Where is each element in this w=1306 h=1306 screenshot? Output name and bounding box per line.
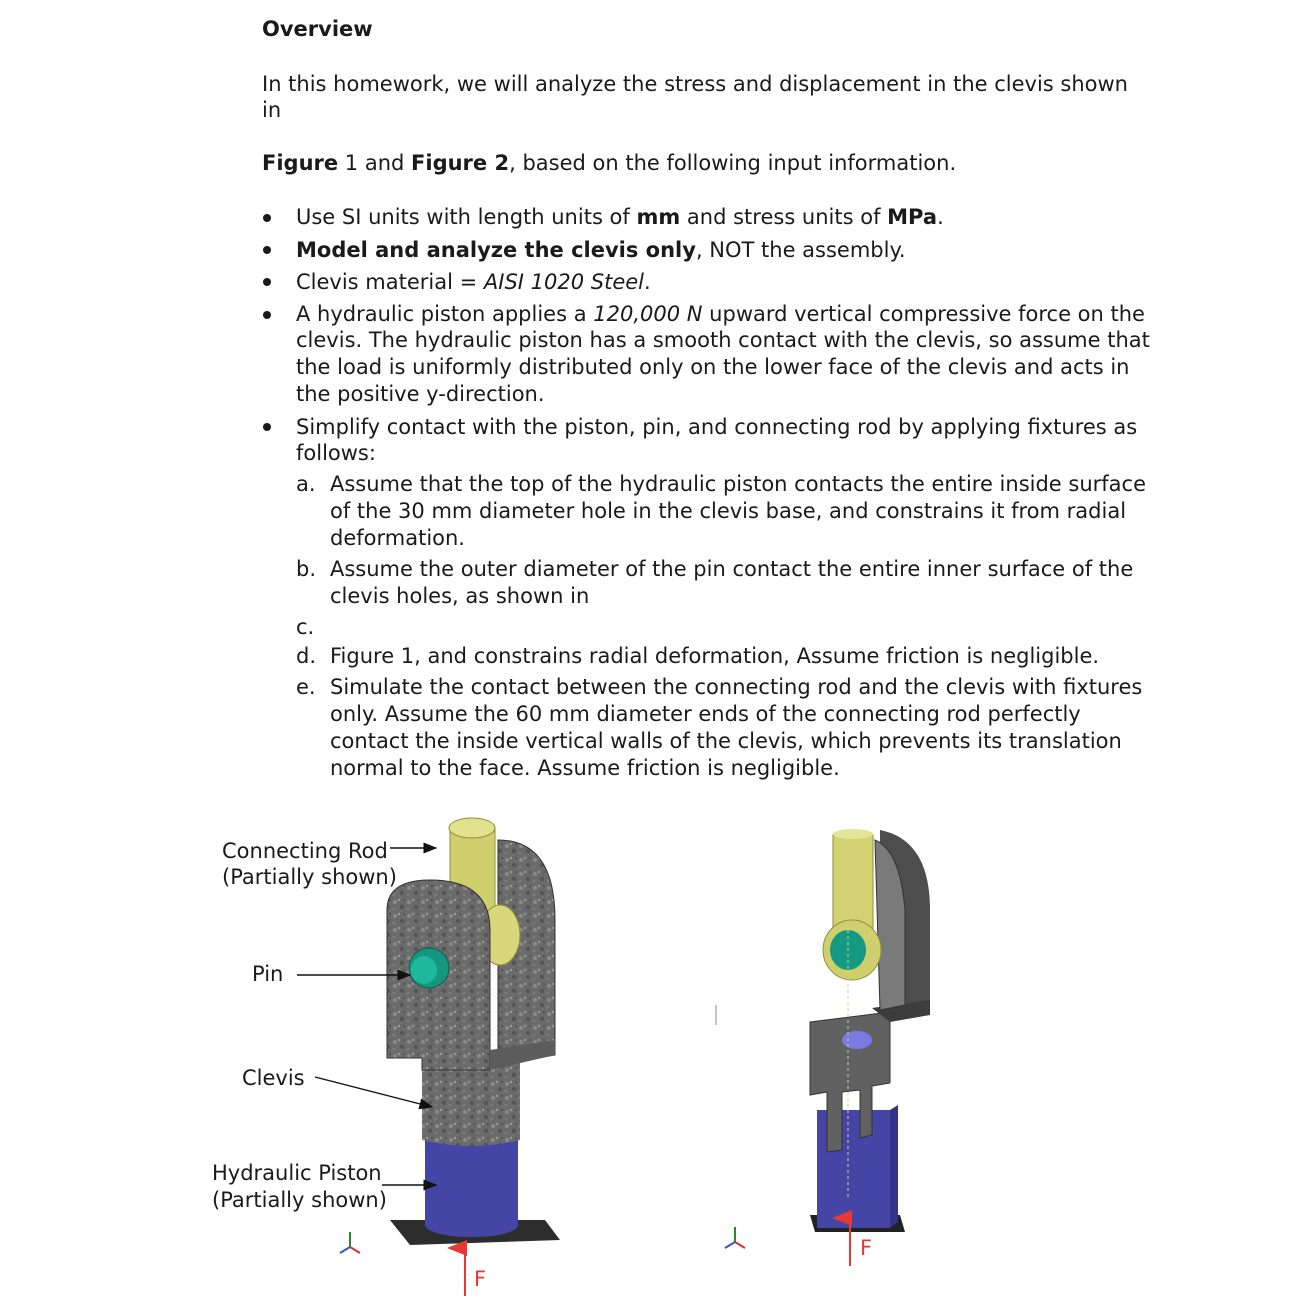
sub-b-line-1: Assume the outer diameter of the pin contact the entire inner surface of the [330, 557, 1134, 581]
sub-e-line-3: contact the inside vertical walls of the clevis, which prevents its translation [330, 729, 1122, 753]
bullet-text: Use SI units with length units of [296, 205, 637, 229]
piston-body-left [425, 1135, 518, 1237]
sub-e-line-1: Simulate the contact between the connecting rod and the clevis with fixtures [330, 675, 1143, 699]
bullet-bold: Model and analyze the clevis only [296, 238, 696, 262]
bullet-force-line-3: the load is uniformly distributed only on the lower face of the clevis and acts in [296, 355, 1130, 379]
label-hydraulic-piston: Hydraulic Piston [212, 1161, 382, 1185]
overview-heading: Overview [262, 17, 373, 41]
label-connecting-rod-sub: (Partially shown) [222, 865, 397, 889]
bullet-material [296, 269, 651, 295]
bullet-dot [263, 214, 271, 222]
label-clevis: Clevis [242, 1066, 305, 1090]
label-force-left: F [474, 1267, 487, 1291]
sub-b-line-2: clevis holes, as shown in [330, 584, 590, 608]
figure-2-ref: Figure 2 [411, 151, 510, 175]
label-pin: Pin [252, 962, 284, 986]
bullet-fixtures-line-1: Simplify contact with the piston, pin, and connecting rod by applying fixtures as [296, 415, 1138, 439]
piston-section-side [890, 1105, 898, 1228]
bullet-model [296, 237, 906, 263]
bullet-force-line-2: clevis. The hydraulic piston has a smooth contact with the clevis, so assume that [296, 328, 1150, 352]
figure-ref-text: 1 and [338, 151, 412, 175]
bullet-text: , NOT the assembly. [695, 238, 906, 262]
sub-a-line-3: deformation. [330, 526, 465, 550]
bullet-italic: AISI 1020 Steel [483, 270, 645, 294]
connecting-rod-top [449, 818, 495, 838]
bullet-dot [263, 423, 271, 431]
axis-triad-right-icon [725, 1227, 745, 1248]
bullet-force-line-1 [296, 301, 1145, 327]
bullet-fixtures-line-2: follows: [296, 441, 376, 465]
clevis-assembly-figure [0, 800, 1306, 1306]
bullet-units [296, 204, 944, 230]
sub-marker-e: e. [296, 675, 316, 699]
axis-triad-left-icon [340, 1232, 360, 1253]
sub-a-line-1: Assume that the top of the hydraulic piston contacts the entire inside surface [330, 472, 1147, 496]
sub-marker-c: c. [296, 615, 315, 639]
bullet-text: Clevis material = [296, 270, 484, 294]
sub-e-line-4: normal to the face. Assume friction is negligible. [330, 756, 840, 780]
figure-reference-line [262, 150, 956, 176]
sub-marker-d: d. [296, 644, 317, 668]
label-connecting-rod: Connecting Rod [222, 839, 388, 863]
bullet-text: . [937, 205, 944, 229]
figure-ref-tail: , based on the following input information. [509, 151, 957, 175]
rod-section-top [833, 829, 873, 839]
bullet-text: . [644, 270, 651, 294]
bullet-bold: MPa [887, 205, 938, 229]
label-force-right: F [860, 1236, 873, 1260]
intro-line-1: In this homework, we will analyze the stress and displacement in the clevis shown [262, 72, 1128, 96]
bullet-text: upward vertical compressive force on the [702, 302, 1145, 326]
sub-a-line-2: of the 30 mm diameter hole in the clevis base, and constrains it from radial [330, 499, 1127, 523]
bullet-text: and stress units of [680, 205, 888, 229]
pin-face [411, 956, 437, 984]
bullet-text: A hydraulic piston applies a [296, 302, 594, 326]
bullet-italic: 120,000 N [593, 302, 703, 326]
bullet-bold: mm [636, 205, 681, 229]
clevis-leader [315, 1077, 432, 1107]
intro-line-2: in [262, 98, 282, 122]
right-view [716, 829, 930, 1266]
bullet-force-line-4: the positive y-direction. [296, 382, 545, 406]
sub-e-line-2: only. Assume the 60 mm diameter ends of the connecting rod perfectly [330, 702, 1081, 726]
figure-1-ref: Figure [262, 151, 339, 175]
clevis-bore-hole [842, 1031, 872, 1049]
label-hydraulic-piston-sub: (Partially shown) [212, 1188, 387, 1212]
bullet-dot [263, 246, 271, 254]
sub-marker-a: a. [296, 472, 316, 496]
sub-marker-b: b. [296, 557, 317, 581]
bullet-dot [263, 311, 271, 319]
sub-d-line-1: Figure 1, and constrains radial deformation, Assume friction is negligible. [330, 644, 1100, 668]
bullet-dot [263, 278, 271, 286]
